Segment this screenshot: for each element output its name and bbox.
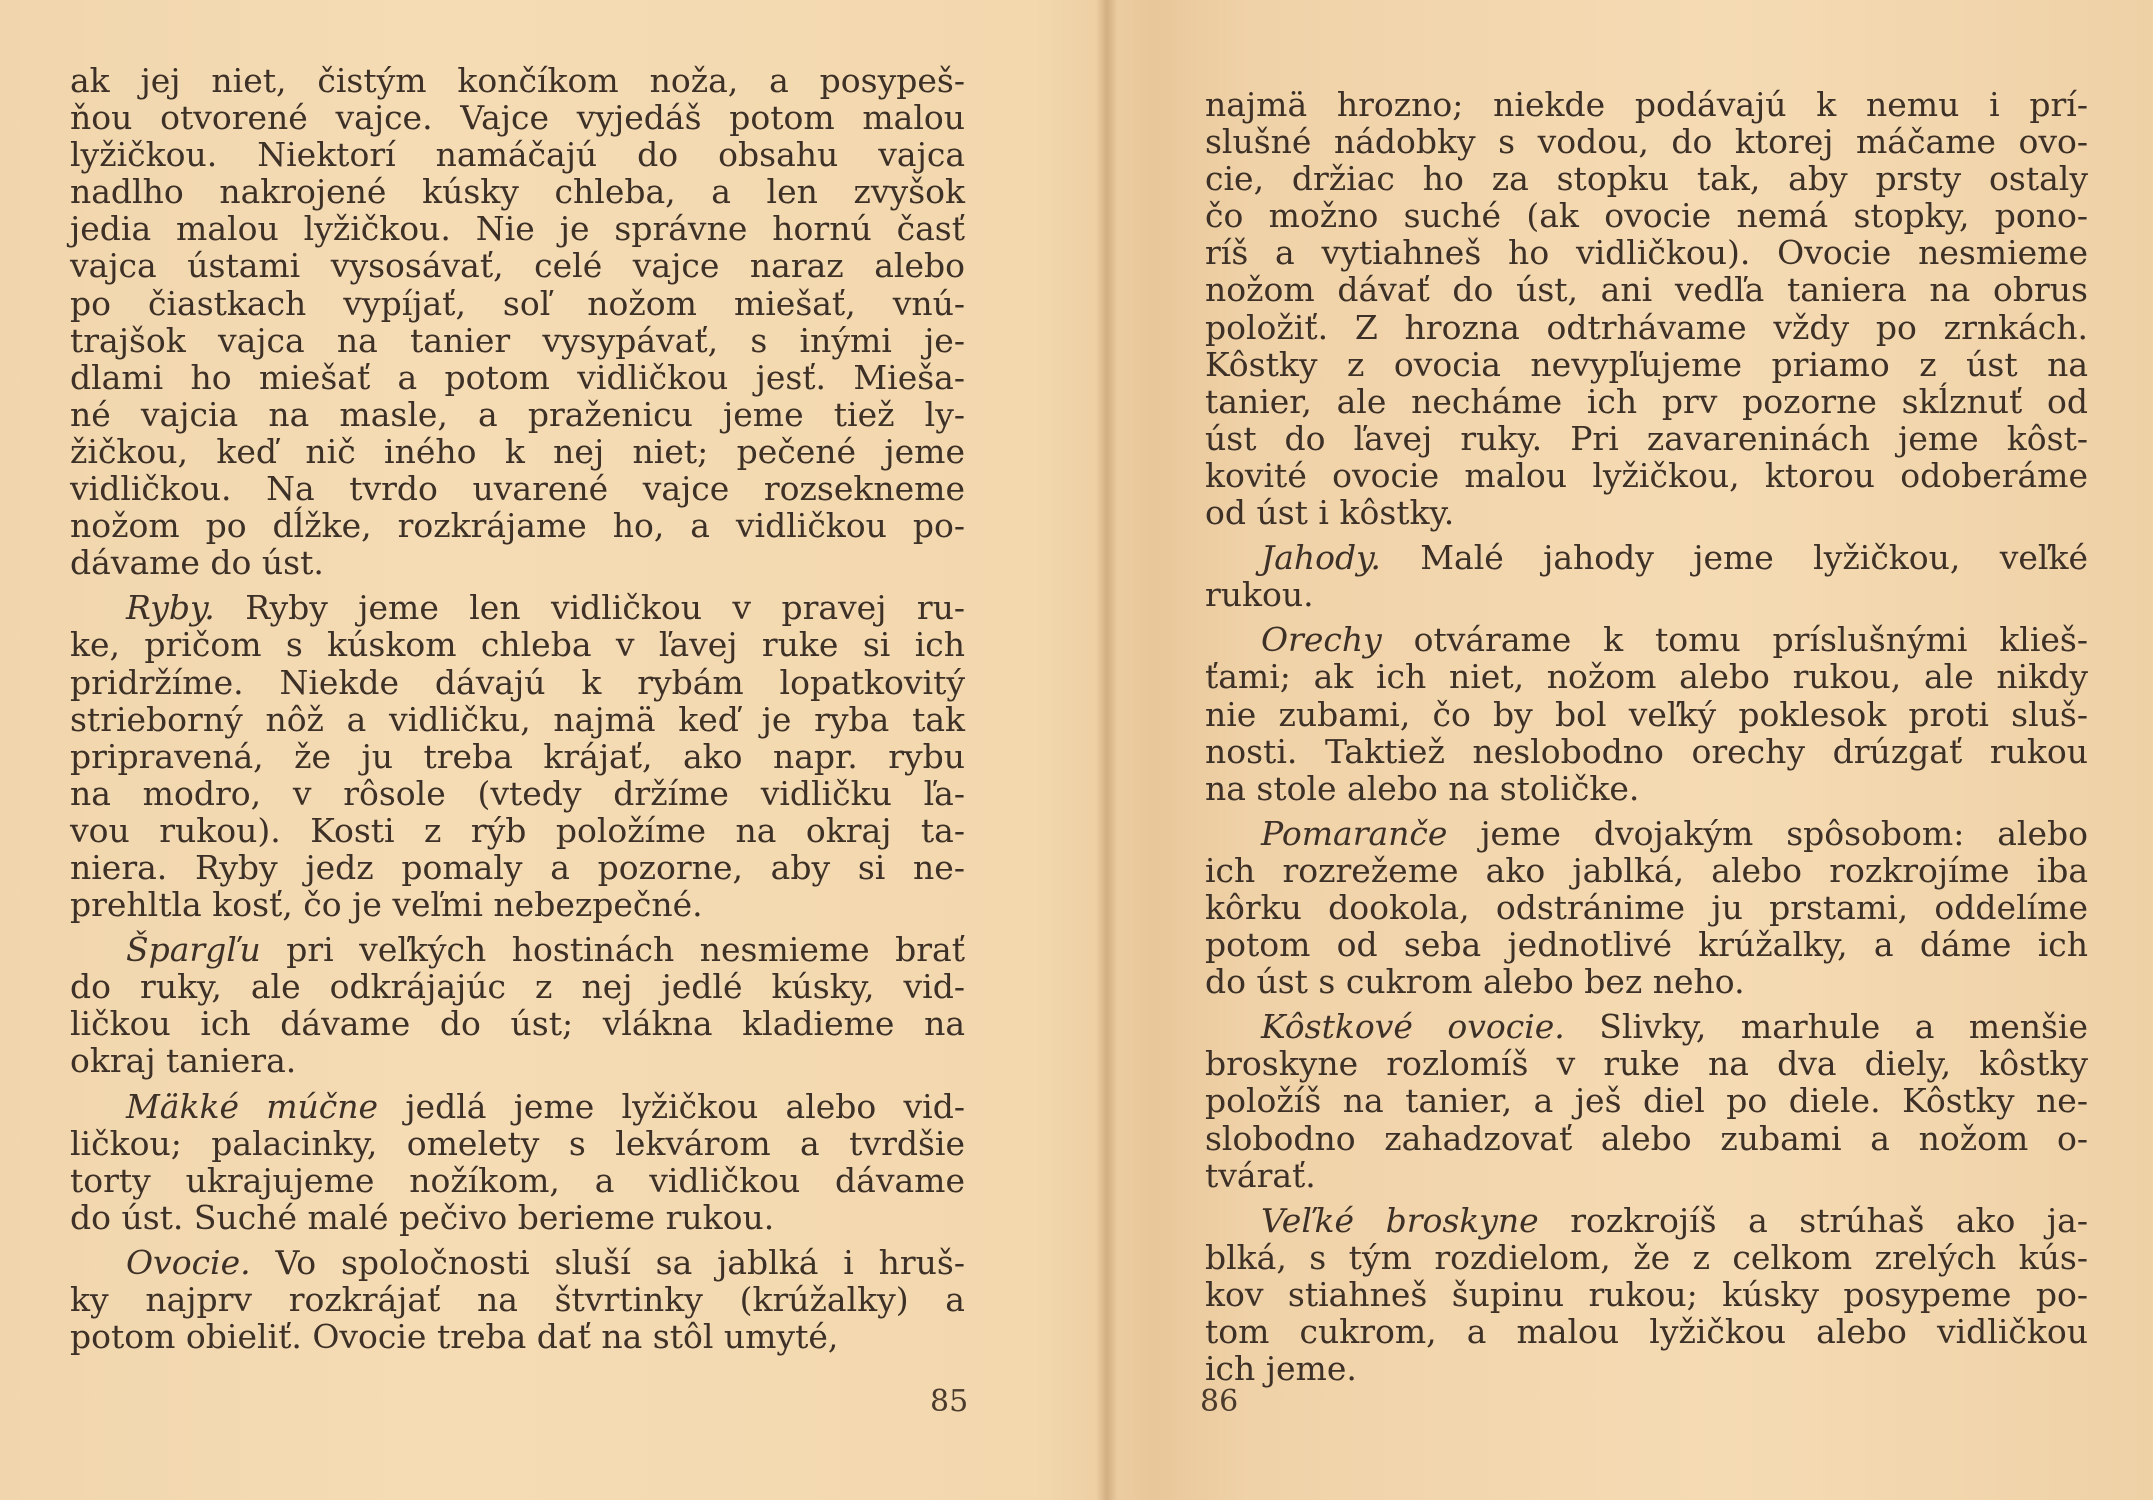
line-text: kôrku dookola, odstránime ju prstami, oddelíme: [1205, 887, 2088, 927]
paragraph-heading: Špargľu: [126, 930, 261, 970]
paragraph: [1205, 86, 2088, 531]
line-text: dlami ho miešať a potom vidličkou jesť. Mieša-: [70, 357, 965, 397]
text-line: [70, 931, 965, 968]
text-line: [1205, 1350, 2088, 1387]
line-text: niera. Ryby jedz pomaly a pozorne, aby si ne-: [70, 847, 965, 887]
line-text: úst do ľavej ruky. Pri zavareninách jeme kôst-: [1205, 418, 2088, 458]
text-line: [1205, 1239, 2088, 1276]
text-line: [70, 849, 965, 886]
line-text: slobodno zahadzovať alebo zubami a nožom o-: [1205, 1118, 2088, 1158]
line-text: torty ukrajujeme nožíkom, a vidličkou dávame: [70, 1160, 965, 1200]
paragraph: [70, 589, 965, 923]
paragraph: [1205, 539, 2088, 613]
line-text: nožom dávať do úst, ani vedľa taniera na obrus: [1205, 270, 2088, 310]
line-text: broskyne rozlomíš v ruke na dva diely, kôstky: [1205, 1044, 2088, 1084]
text-line: [1205, 1276, 2088, 1313]
paragraph-heading: Kôstkové ovocie.: [1261, 1007, 1565, 1047]
text-line: [70, 626, 965, 663]
line-text: prehltla kosť, čo je veľmi nebezpečné.: [70, 885, 703, 925]
line-text: kov stiahneš šupinu rukou; kúsky posypeme po-: [1205, 1274, 2088, 1314]
text-line: [70, 1162, 965, 1199]
line-text: potom od seba jednotlivé krúžalky, a dáme ich: [1205, 925, 2088, 965]
line-text: ak jej niet, čistým končíkom noža, a posypeš-: [70, 61, 965, 100]
line-text: tvárať.: [1205, 1155, 1316, 1195]
line-text: pridržíme. Niekde dávajú k rybám lopatkovitý: [70, 662, 965, 702]
text-line: [70, 507, 965, 544]
line-text: do ruky, ale odkrájajúc z nej jedlé kúsky, vid-: [70, 967, 965, 1007]
left-page: [70, 62, 965, 1355]
paragraph: [1205, 1008, 2088, 1193]
line-text: ke, pričom s kúskom chleba v ľavej ruke si ich: [70, 625, 965, 665]
text-line: [1205, 576, 2088, 613]
line-text: jedlá jeme lyžičkou alebo vid-: [378, 1086, 965, 1126]
text-line: [70, 968, 965, 1005]
paragraph: [1205, 1202, 2088, 1387]
line-text: vou rukou). Kosti z rýb položíme na okraj ta-: [70, 810, 965, 850]
line-text: jedia malou lyžičkou. Nie je správne hornú časť: [70, 209, 965, 249]
text-line: [1205, 160, 2088, 197]
line-text: Ryby jeme len vidličkou v pravej ru-: [214, 588, 965, 628]
text-line: [1205, 770, 2088, 807]
text-line: [1205, 1008, 2088, 1045]
text-line: [70, 1199, 965, 1236]
text-line: [70, 322, 965, 359]
text-line: [1205, 1313, 2088, 1350]
text-line: [1205, 963, 2088, 1000]
line-text: pripravená, že ju treba krájať, ako napr. rybu: [70, 736, 965, 776]
paragraph-heading: Orechy: [1261, 620, 1382, 660]
text-line: [70, 1088, 965, 1125]
page-number-left: 85: [930, 1384, 969, 1419]
line-text: slušné nádobky s vodou, do ktorej máčame ovo-: [1205, 122, 2088, 162]
line-text: trajšok vajca na tanier vysypávať, s inými je-: [70, 320, 965, 360]
line-text: nie zubami, čo by bol veľký poklesok proti sluš-: [1205, 694, 2088, 734]
text-line: [1205, 621, 2088, 658]
paragraph-heading: Mäkké múčne: [126, 1086, 379, 1126]
line-text: okraj taniera.: [70, 1041, 297, 1081]
text-line: [1205, 658, 2088, 695]
paragraph: [70, 931, 965, 1079]
line-text: ich rozrežeme ako jablká, alebo rozkrojíme iba: [1205, 850, 2088, 890]
text-line: [1205, 1202, 2088, 1239]
line-text: tom cukrom, a malou lyžičkou alebo vidličkou: [1205, 1312, 2088, 1351]
text-line: [70, 664, 965, 701]
text-line: [70, 285, 965, 322]
text-line: [70, 173, 965, 210]
paragraph: [70, 1088, 965, 1236]
text-line: [1205, 123, 2088, 160]
line-text: vajca ústami vysosávať, celé vajce naraz alebo: [70, 246, 965, 286]
line-text: po čiastkach vypíjať, soľ nožom miešať, vnú-: [70, 283, 965, 323]
line-text: strieborný nôž a vidličku, najmä keď je ryba tak: [70, 699, 965, 739]
text-line: [70, 1005, 965, 1042]
text-line: [70, 701, 965, 738]
line-text: dávame do úst.: [70, 543, 324, 583]
text-line: [1205, 926, 2088, 963]
line-text: pri veľkých hostinách nesmieme brať: [260, 930, 965, 970]
text-line: [70, 210, 965, 247]
text-line: [70, 738, 965, 775]
right-page: [1205, 86, 2088, 1387]
text-line: [1205, 852, 2088, 889]
line-text: vidličkou. Na tvrdo uvarené vajce rozsekneme: [70, 469, 965, 509]
text-line: [70, 1125, 965, 1162]
text-line: [70, 359, 965, 396]
text-line: [70, 589, 965, 626]
text-line: [70, 1318, 965, 1355]
text-line: [1205, 457, 2088, 494]
text-line: [70, 62, 965, 99]
line-text: najmä hrozno; niekde podávajú k nemu i prí-: [1205, 85, 2088, 124]
line-text: ich jeme.: [1205, 1349, 1357, 1389]
line-text: rukou.: [1205, 575, 1314, 615]
line-text: potom obieliť. Ovocie treba dať na stôl umyté,: [70, 1317, 839, 1357]
paragraph: [1205, 815, 2088, 1000]
line-text: ky najprv rozkrájať na štvrtinky (krúžalky) a: [70, 1280, 965, 1319]
line-text: Malé jahody jeme lyžičkou, veľké: [1380, 538, 2088, 578]
line-text: kovité ovocie malou lyžičkou, ktorou odoberáme: [1205, 455, 2088, 495]
text-line: [1205, 1120, 2088, 1157]
text-line: [1205, 733, 2088, 770]
text-line: [1205, 346, 2088, 383]
text-line: [70, 812, 965, 849]
line-text: lyžičkou. Niektorí namáčajú do obsahu vajca: [70, 135, 965, 175]
line-text: jeme dvojakým spôsobom: alebo: [1447, 813, 2088, 853]
text-line: [70, 1281, 965, 1318]
line-text: rozkrojíš a strúhaš ako ja-: [1538, 1200, 2088, 1240]
line-text: otvárame k tomu príslušnými klieš-: [1381, 620, 2088, 660]
text-line: [70, 396, 965, 433]
text-line: [1205, 1082, 2088, 1119]
paragraph-heading: Pomaranče: [1261, 813, 1448, 853]
text-line: [70, 775, 965, 812]
line-text: ťami; ak ich niet, nožom alebo rukou, ale nikdy: [1205, 657, 2088, 697]
text-line: [70, 1042, 965, 1079]
line-text: žičkou, keď nič iného k nej niet; pečené jeme: [70, 431, 965, 471]
text-line: [70, 1244, 965, 1281]
text-line: [70, 433, 965, 470]
text-line: [1205, 234, 2088, 271]
paragraph-heading: Jahody.: [1261, 538, 1381, 578]
text-line: [1205, 271, 2088, 308]
line-text: položíš na tanier, a ješ diel po diele. Kôstky ne-: [1205, 1081, 2088, 1121]
line-text: nosti. Taktiež neslobodno orechy drúzgať rukou: [1205, 731, 2088, 771]
text-line: [1205, 1045, 2088, 1082]
text-line: [70, 99, 965, 136]
paragraph: [70, 62, 965, 581]
line-text: položiť. Z hrozna odtrhávame vždy po zrnkách.: [1205, 307, 2088, 347]
line-text: ňou otvorené vajce. Vajce vyjedáš potom malou: [70, 98, 965, 138]
line-text: tanier, ale necháme ich prv pozorne skĺznuť od: [1205, 381, 2088, 421]
text-line: [1205, 86, 2088, 123]
paragraph: [70, 1244, 965, 1355]
line-text: ríš a vytiahneš ho vidličkou). Ovocie nesmieme: [1205, 233, 2088, 273]
text-line: [1205, 494, 2088, 531]
line-text: ličkou ich dávame do úst; vlákna kladieme na: [70, 1004, 965, 1044]
text-line: [1205, 696, 2088, 733]
paragraph-heading: Ryby.: [126, 588, 215, 628]
text-line: [70, 886, 965, 923]
line-text: do úst s cukrom alebo bez neho.: [1205, 962, 1745, 1002]
line-text: nadlho nakrojené kúsky chleba, a len zvyšok: [70, 172, 965, 212]
text-line: [70, 544, 965, 581]
line-text: blká, s tým rozdielom, že z celkom zrelých kús-: [1205, 1237, 2088, 1277]
line-text: čo možno suché (ak ovocie nemá stopky, pono-: [1205, 196, 2088, 236]
paragraph-heading: Veľké broskyne: [1261, 1200, 1539, 1240]
text-line: [1205, 309, 2088, 346]
text-line: [1205, 383, 2088, 420]
text-line: [1205, 420, 2088, 457]
paragraph: [1205, 621, 2088, 806]
text-line: [1205, 1157, 2088, 1194]
line-text: Vo spoločnosti sluší sa jablká i hruš-: [250, 1242, 965, 1282]
text-line: [70, 136, 965, 173]
text-line: [70, 470, 965, 507]
line-text: do úst. Suché malé pečivo berieme rukou.: [70, 1197, 775, 1237]
page-number-right: 86: [1200, 1384, 1239, 1419]
line-text: nožom po dĺžke, rozkrájame ho, a vidličkou po-: [70, 506, 965, 546]
text-line: [1205, 889, 2088, 926]
book-gutter: [1096, 0, 1118, 1500]
line-text: né vajcia na masle, a praženicu jeme tiež ly-: [70, 394, 965, 434]
line-text: cie, držiac ho za stopku tak, aby prsty ostaly: [1205, 159, 2088, 199]
text-line: [1205, 815, 2088, 852]
line-text: Kôstky z ovocia nevypľujeme priamo z úst na: [1205, 344, 2088, 384]
line-text: ličkou; palacinky, omelety s lekvárom a tvrdšie: [70, 1123, 965, 1163]
text-line: [70, 247, 965, 284]
line-text: na modro, v rôsole (vtedy držíme vidličku ľa-: [70, 773, 965, 813]
line-text: na stole alebo na stoličke.: [1205, 768, 1640, 808]
paragraph-heading: Ovocie.: [126, 1242, 251, 1282]
line-text: Slivky, marhule a menšie: [1564, 1007, 2089, 1047]
line-text: od úst i kôstky.: [1205, 493, 1455, 533]
text-line: [1205, 197, 2088, 234]
text-line: [1205, 539, 2088, 576]
